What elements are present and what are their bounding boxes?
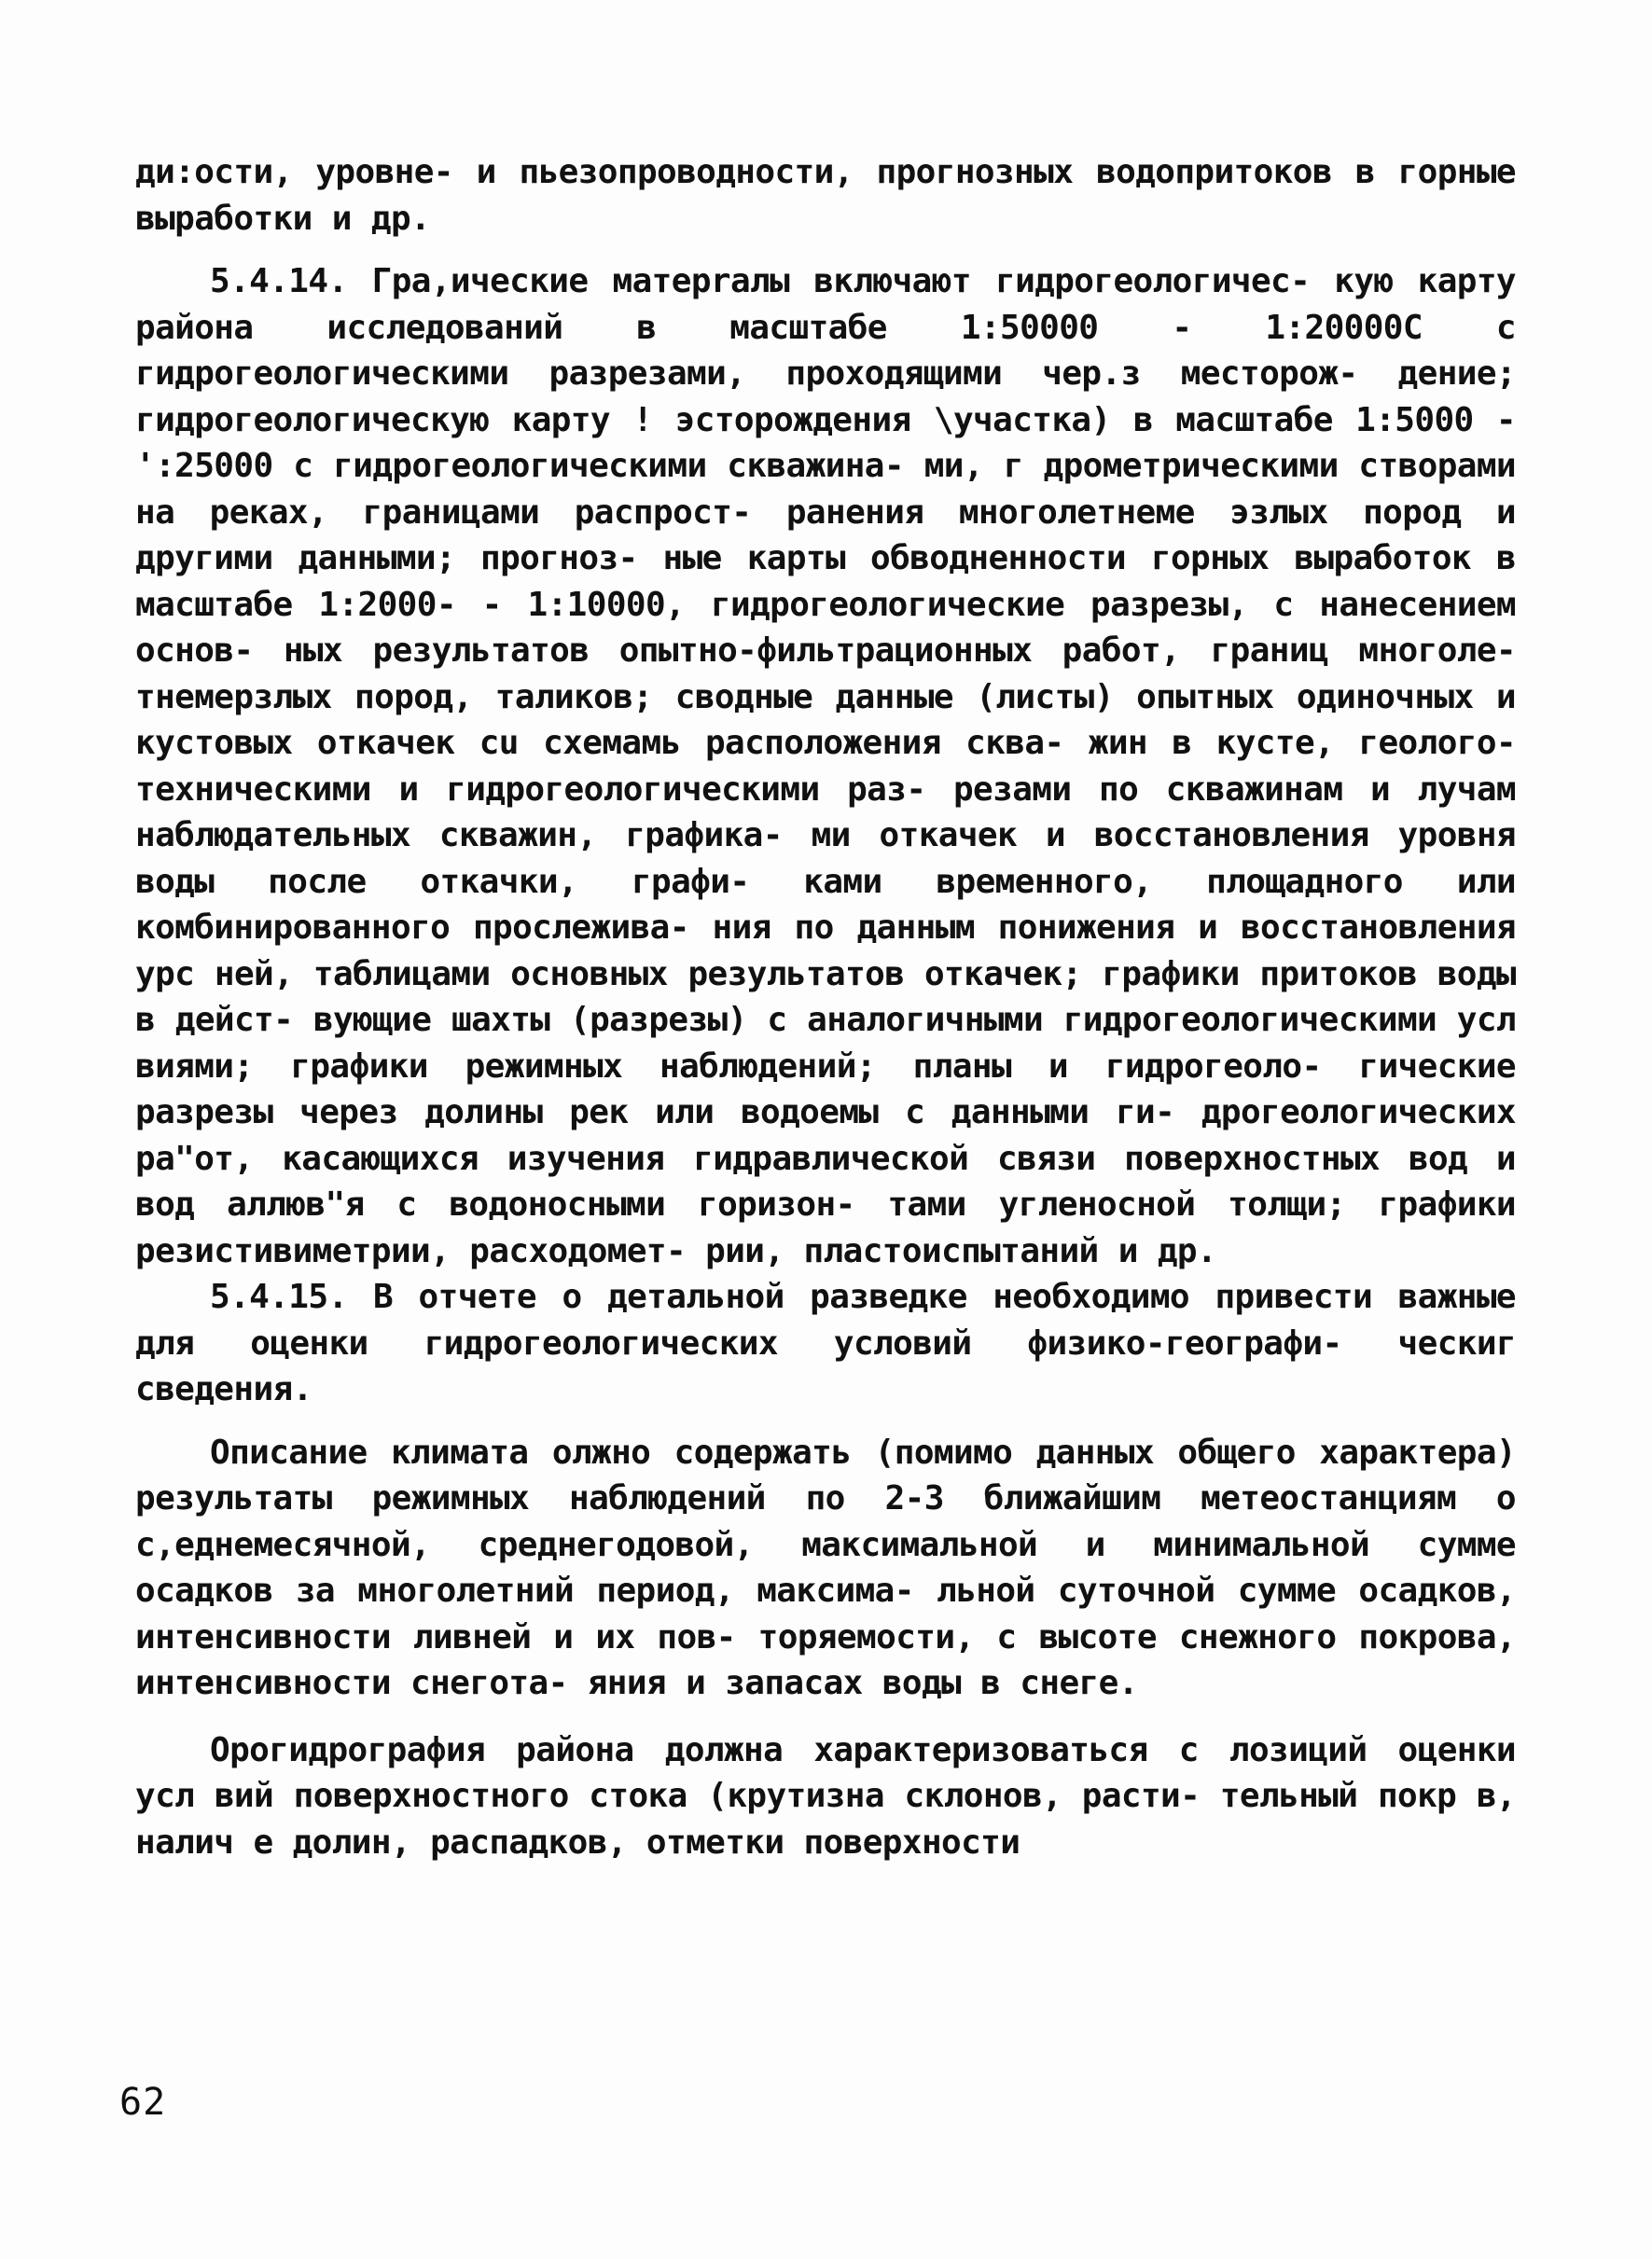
- paragraph-continuation: ди:ости, уровне- и пьезопроводности, прогнозных водопритоков в горные выработки и др.: [135, 153, 1516, 238]
- paragraph-5-4-14: 5.4.14. Гра,ические матерrалы включают гидрогеологичес- кую карту района исследований в масштабе 1:50000 - 1:20000C с гидрогеологическими разрезами, проходящими чер.з месторож- дение; гидрогеологическую карту ! эсторождения \участка) в масштабе 1:5000 - ':25000 с гидрогеологическими скважина- ми, г дрометрическими створами на реках, границами распрост- ранения многолетнеме эзлых пород и другими данными; прогноз- ные карты обводненности горных выработок в масштабе 1:2000- - 1:10000, гидрогеологические разрезы, с нанесением основ- ных результатов опытно-фильтрационных работ, границ многоле- тнемерзлых пород, таликов; сводные данные (листы) опытных одиночных и кустовых откачек сu схемамь расположения сква- жин в кусте, геолого-техническими и гидрогеологическими раз- резами по скважинам и лучам наблюдательных скважин, графика- ми откачек и восстановления уровня воды после откачки, графи- ками временного, площадного или комбинированного прослежива- ния по данным понижения и восстановления урс ней, таблицами основных результатов откачек; графики притоков воды в дейст- вующие шахты (разрезы) с аналогичными гидрогеологическими усл виями; графики режимных наблюдений; планы и гидрогеоло- гические разрезы через долины рек или водоемы с данными ги- дрогеологических ра"от, касающихся изучения гидравлической связи поверхностных вод и вод аллюв"я с водоносными горизон- тами угленосной толщи; графики резистивиметрии, расходомет- рии, пластоиспытаний и др.: [135, 262, 1516, 1270]
- paragraph-climate: Описание климата олжно содержать (помимо данных общего характера) результаты режимных наблюдений по 2-3 ближайшим метеостанциям о с,еднемесячной, среднегодовой, максимальной и минимальной сумме осадков за многолетний период, максима- льной суточной сумме осадков, интенсивности ливней и их пов- торяемости, с высоте снежного покрова, интенсивности снегота- яния и запасах воды в снеге.: [135, 1433, 1516, 1702]
- paragraph-5-4-15: 5.4.15. В отчете о детальной разведке необходимо привести важные для оценки гидрогеологических условий физико-географи- ческиг сведения.: [135, 1278, 1516, 1408]
- paragraph-orohydrography: Орогидрография района должна характеризоваться с лозиций оценки усл вий поверхностного стока (крутизна склонов, расти- тельный покр в, налич е долин, распадков, отметки поверхности: [135, 1730, 1516, 1862]
- page-number: 62: [119, 2081, 167, 2124]
- text-body: [135, 149, 1516, 1865]
